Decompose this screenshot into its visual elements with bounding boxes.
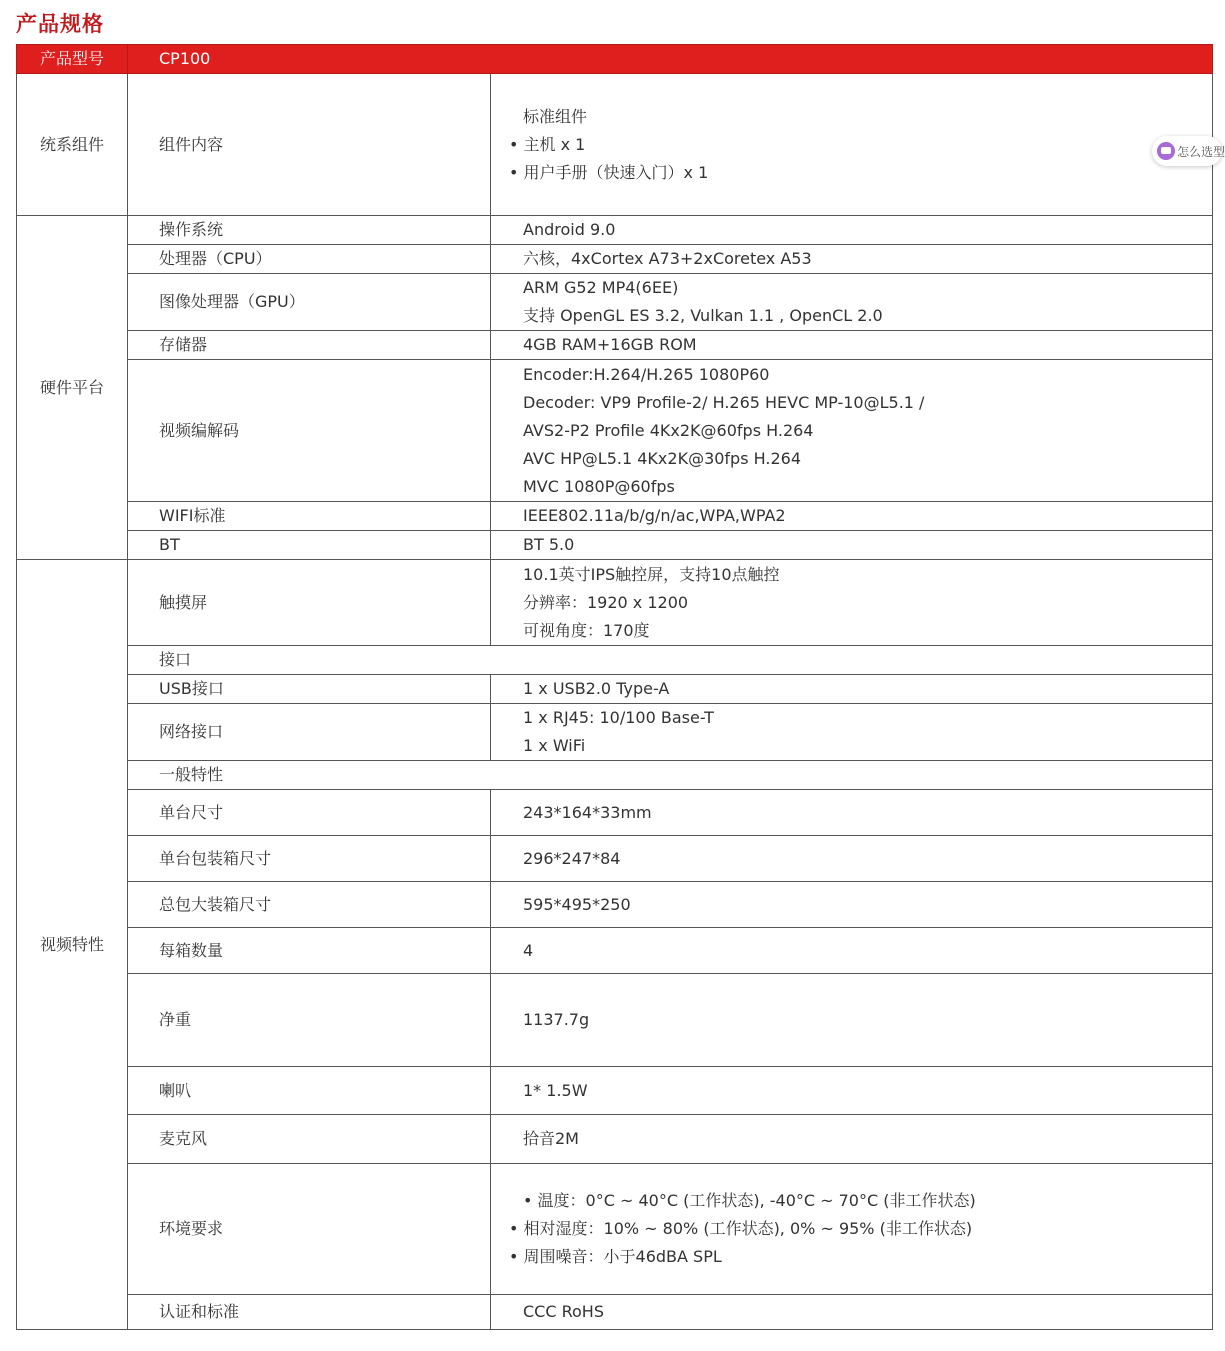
row-label-cert: 认证和标准 bbox=[128, 1295, 491, 1330]
table-row bbox=[17, 928, 1213, 974]
row-label-mic: 麦克风 bbox=[128, 1115, 491, 1164]
table-row bbox=[17, 646, 1213, 675]
row-value-components bbox=[491, 74, 1213, 216]
row-value-cert: CCC RoHS bbox=[491, 1295, 1213, 1330]
table-row bbox=[17, 1295, 1213, 1330]
table-row bbox=[17, 1115, 1213, 1164]
value-line: • 用户手册（快速入门）x 1 bbox=[509, 159, 1212, 187]
row-value-unit-size: 243*164*33mm bbox=[491, 790, 1213, 836]
table-row bbox=[17, 245, 1213, 274]
row-value-package-size: 296*247*84 bbox=[491, 836, 1213, 882]
table-row bbox=[17, 331, 1213, 360]
row-label-cpu: 处理器（CPU） bbox=[128, 245, 491, 274]
table-row bbox=[17, 360, 1213, 502]
group-components: 统系组件 bbox=[17, 74, 128, 216]
group-hardware: 硬件平台 bbox=[17, 216, 128, 560]
row-label-net-weight: 净重 bbox=[128, 974, 491, 1067]
table-row bbox=[17, 790, 1213, 836]
table-row bbox=[17, 531, 1213, 560]
value-line: 10.1英寸IPS触控屏，支持10点触控 bbox=[523, 564, 780, 584]
row-label-package-size: 单台包装箱尺寸 bbox=[128, 836, 491, 882]
table-row bbox=[17, 675, 1213, 704]
row-value-bt: BT 5.0 bbox=[491, 531, 1213, 560]
table-row bbox=[17, 502, 1213, 531]
table-row bbox=[17, 216, 1213, 245]
table-row bbox=[17, 882, 1213, 928]
row-value-usb: 1 x USB2.0 Type-A bbox=[491, 675, 1213, 704]
header-model: CP100 bbox=[128, 45, 1213, 74]
value-line: AVS2-P2 Profile 4Kx2K@60fps H.264 bbox=[523, 420, 814, 440]
help-chat-label: 怎么选型 bbox=[1177, 144, 1225, 159]
table-row bbox=[17, 836, 1213, 882]
value-line: • 相对湿度：10% ~ 80% (工作状态), 0% ~ 95% (非工作状态) bbox=[509, 1215, 1212, 1243]
value-line: 1 x RJ45: 10/100 Base-T bbox=[523, 708, 714, 727]
row-value-codec bbox=[491, 360, 1213, 502]
value-line: AVC HP@L5.1 4Kx2K@30fps H.264 bbox=[523, 448, 802, 468]
value-line: ARM G52 MP4(6EE) bbox=[523, 278, 679, 297]
row-label-components: 组件内容 bbox=[128, 74, 491, 216]
header-label: 产品型号 bbox=[17, 45, 128, 74]
row-label-usb: USB接口 bbox=[128, 675, 491, 704]
table-row bbox=[17, 74, 1213, 216]
help-chat-button[interactable] bbox=[1152, 136, 1225, 166]
spec-table bbox=[16, 44, 1213, 1330]
row-value-cpu: 六核，4xCortex A73+2xCoretex A53 bbox=[491, 245, 1213, 274]
row-value-carton-size: 595*495*250 bbox=[491, 882, 1213, 928]
table-row bbox=[17, 704, 1213, 761]
row-label-unit-size: 单台尺寸 bbox=[128, 790, 491, 836]
row-label-storage: 存储器 bbox=[128, 331, 491, 360]
row-value-env bbox=[491, 1164, 1213, 1295]
value-line: MVC 1080P@60fps bbox=[523, 476, 675, 496]
value-line: Decoder: VP9 Profile-2/ H.265 HEVC MP-10@L5.1 / bbox=[523, 392, 925, 412]
row-label-env: 环境要求 bbox=[128, 1164, 491, 1295]
row-label-speaker: 喇叭 bbox=[128, 1067, 491, 1115]
section-ports: 接口 bbox=[128, 646, 1213, 675]
row-label-network: 网络接口 bbox=[128, 704, 491, 761]
value-line: 分辨率：1920 x 1200 bbox=[523, 592, 689, 612]
table-row bbox=[17, 560, 1213, 646]
row-value-speaker: 1* 1.5W bbox=[491, 1067, 1213, 1115]
row-label-os: 操作系统 bbox=[128, 216, 491, 245]
chat-icon bbox=[1157, 142, 1175, 160]
table-row bbox=[17, 1164, 1213, 1295]
value-line: • 温度：0°C ~ 40°C (工作状态), -40°C ~ 70°C (非工作状态) bbox=[509, 1187, 1212, 1215]
row-label-codec: 视频编解码 bbox=[128, 360, 491, 502]
row-value-per-carton: 4 bbox=[491, 928, 1213, 974]
row-value-touch bbox=[491, 560, 1213, 646]
row-label-gpu: 图像处理器（GPU） bbox=[128, 274, 491, 331]
row-label-touch: 触摸屏 bbox=[128, 560, 491, 646]
page-title: 产品规格 bbox=[16, 12, 104, 36]
table-row bbox=[17, 274, 1213, 331]
row-label-bt: BT bbox=[128, 531, 491, 560]
value-line: 1 x WiFi bbox=[523, 736, 586, 755]
row-value-gpu bbox=[491, 274, 1213, 331]
row-value-mic: 拾音2M bbox=[491, 1115, 1213, 1164]
table-row bbox=[17, 1067, 1213, 1115]
row-value-os: Android 9.0 bbox=[491, 216, 1213, 245]
value-line: • 周围噪音：小于46dBA SPL bbox=[509, 1243, 1212, 1271]
value-line: 支持 OpenGL ES 3.2, Vulkan 1.1 , OpenCL 2.0 bbox=[523, 306, 883, 325]
group-video: 视频特性 bbox=[17, 560, 128, 1330]
table-row bbox=[17, 761, 1213, 790]
value-line: Encoder:H.264/H.265 1080P60 bbox=[523, 364, 770, 384]
row-value-net-weight: 1137.7g bbox=[491, 974, 1213, 1067]
row-value-network bbox=[491, 704, 1213, 761]
row-label-carton-size: 总包大装箱尺寸 bbox=[128, 882, 491, 928]
section-general: 一般特性 bbox=[128, 761, 1213, 790]
table-header-row bbox=[17, 45, 1213, 74]
value-line: • 主机 x 1 bbox=[509, 131, 1212, 159]
table-row bbox=[17, 974, 1213, 1067]
value-line: 可视角度：170度 bbox=[523, 620, 650, 640]
row-label-wifi: WIFI标准 bbox=[128, 502, 491, 531]
row-value-storage: 4GB RAM+16GB ROM bbox=[491, 331, 1213, 360]
value-line: 标准组件 bbox=[523, 106, 588, 126]
row-label-per-carton: 每箱数量 bbox=[128, 928, 491, 974]
row-value-wifi: IEEE802.11a/b/g/n/ac,WPA,WPA2 bbox=[491, 502, 1213, 531]
